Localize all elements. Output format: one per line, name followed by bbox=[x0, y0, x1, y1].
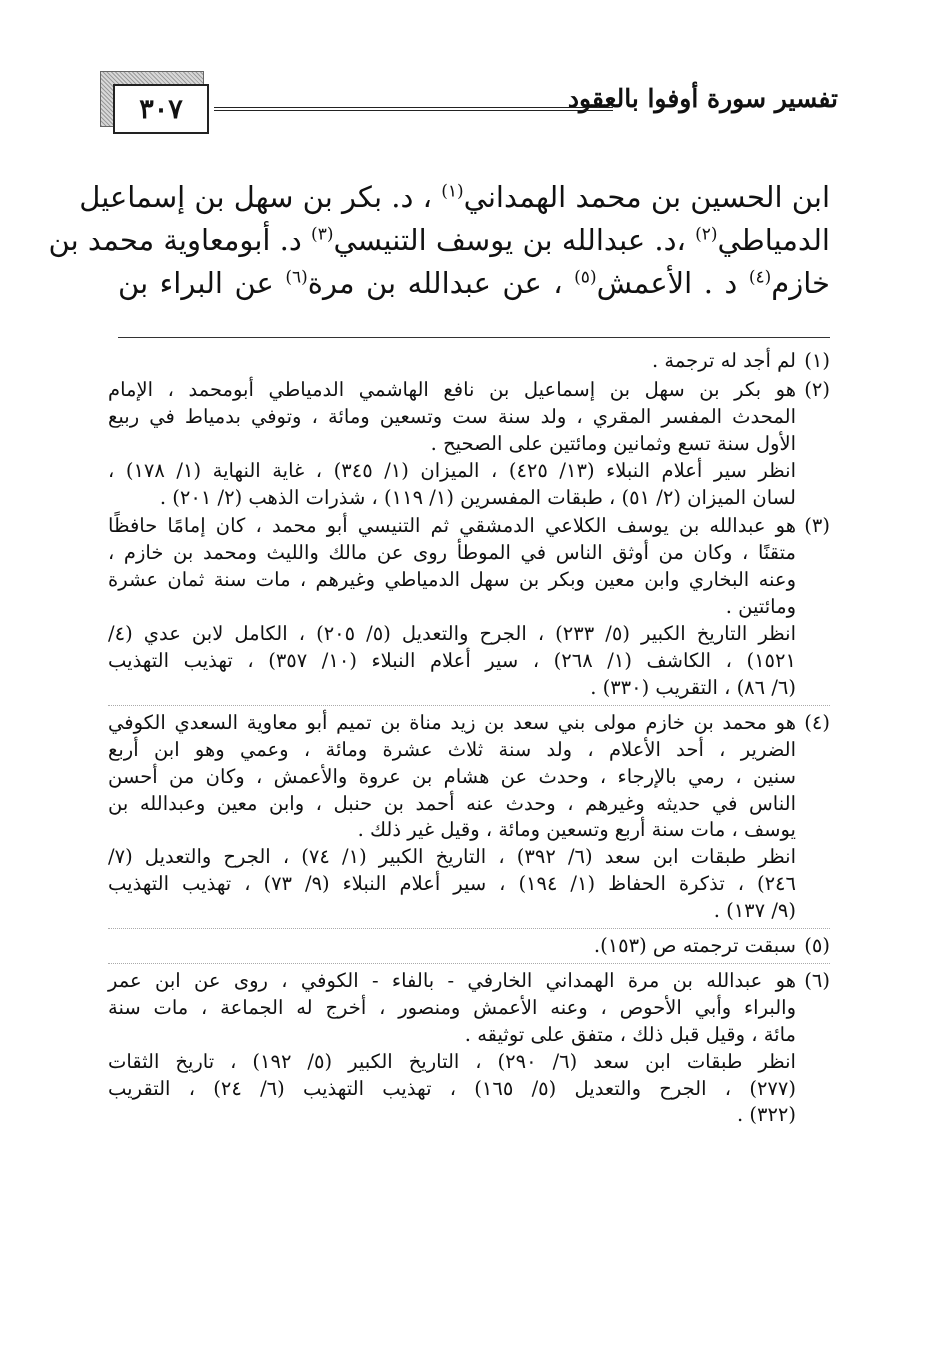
footnote-line: الناس في حديثه وغيرهم ، وحدث عنه أحمد بن حنبل ، وابن معين وعبدالله بن bbox=[108, 791, 796, 815]
main-text-line bbox=[48, 219, 830, 262]
main-text-segment: د. أبومعاوية محمد بن bbox=[48, 223, 312, 257]
footnote-line: انظر طبقات ابن سعد (٦/ ٢٩٠) ، التاريخ الكبير (٥/ ١٩٢) ، تاريخ الثقات bbox=[108, 1049, 796, 1073]
header-rule bbox=[214, 107, 613, 111]
footnote-line: هو عبدالله بن مرة الهمداني الخارفي - بالفاء - الكوفي ، روى عن ابن عمر bbox=[108, 968, 796, 992]
footnote-number: (١) bbox=[804, 349, 830, 372]
footnote-reference[interactable]: (٦) bbox=[285, 267, 308, 288]
footnote-line: والبراء وأبي الأحوص ، وعنه الأعمش ومنصور ، أخرج له الجماعة ، مات سنة bbox=[108, 995, 796, 1019]
footnote-divider bbox=[108, 963, 830, 964]
footnote-line: المحدث المفسر المقري ، ولد سنة ست وتسعين ومائة ، وتوفي بدمياط في ربيع bbox=[108, 404, 796, 428]
footnote-number: (٣) bbox=[804, 514, 830, 538]
main-text-line bbox=[79, 176, 830, 219]
footnote-line: سنين ، رمي بالإرجاء ، وحدث عن هشام بن عروة والأعمش ، وكان من أحسن bbox=[108, 764, 796, 788]
running-header-title: تفسير سورة أوفوا بالعقود bbox=[567, 84, 838, 113]
footnote-line: متقنًا ، وكان من أوثق الناس في الموطأ روى عن مالك والليث ومحمد بن خازم ، bbox=[108, 541, 796, 565]
page-number: ٣٠٧ bbox=[139, 93, 183, 125]
footnote bbox=[108, 377, 830, 512]
footnote-line: سبقت ترجمته ص (١٥٣). bbox=[593, 934, 796, 958]
footnote-number: (٢) bbox=[804, 377, 830, 401]
main-text-segment: عن البراء بن bbox=[118, 266, 286, 300]
footnote-line: ١٥٢١) ، الكاشف (١/ ٢٦٨) ، سير أعلام النبلاء (١٠/ ٣٥٧) ، تهذيب التهذيب bbox=[108, 648, 796, 672]
footnote-line: هو بكر بن سهل بن إسماعيل بن نافع الهاشمي الدمياطي أبومحمد ، الإمام bbox=[108, 377, 796, 401]
main-text-segment: ،د. عبدالله بن يوسف التنيسي bbox=[333, 223, 696, 257]
footnote-line: الضرير ، أحد الأعلام ، ولد سنة ثلاث عشرة ومائة ، وعمي وهو ابن أربع bbox=[108, 737, 796, 761]
footnote-line: ٢٤٦) ، تذكرة الحفاظ (١/ ١٩٤) ، سير أعلام النبلاء (٩/ ٧٣) ، تهذيب التهذيب bbox=[108, 872, 796, 896]
footnote-line: مائة ، وقيل قبل ذلك ، متفق على توثيقه . bbox=[464, 1022, 796, 1046]
main-text-segment: خازم bbox=[771, 266, 830, 300]
footnote bbox=[108, 513, 830, 701]
footnote-number: (٥) bbox=[804, 934, 830, 958]
footnote-line: (٩/ ١٣٧) . bbox=[713, 899, 796, 923]
footnote-reference[interactable]: (٤) bbox=[748, 267, 772, 288]
main-text-line bbox=[118, 262, 830, 305]
footnote-line: ومائتين . bbox=[725, 595, 796, 619]
main-text-segment: د . الأعمش bbox=[596, 266, 749, 300]
footnote-line: يوسف ، مات سنة أربع وتسعين ومائة ، وقيل غير ذلك . bbox=[357, 818, 796, 842]
footnotes bbox=[108, 348, 830, 1131]
footnote-reference[interactable]: (٢) bbox=[695, 224, 718, 245]
footnote-line: الأول سنة تسع وثمانين ومائتين على الصحيح . bbox=[430, 431, 796, 455]
footnote-reference[interactable]: (٥) bbox=[574, 267, 597, 288]
page-number-box bbox=[113, 84, 209, 134]
footnote-reference[interactable]: (٣) bbox=[311, 224, 334, 245]
main-text bbox=[48, 176, 830, 305]
footnote bbox=[108, 968, 830, 1129]
footnote bbox=[108, 933, 830, 960]
footnote-divider bbox=[108, 928, 830, 929]
main-text-segment: ابن الحسين بن محمد الهمداني bbox=[463, 180, 830, 214]
footnote-line: (٦/ ٨٦) ، التقريب (٣٣٠) . bbox=[590, 675, 796, 699]
footnote-line: وعنه البخاري وابن معين وبكر بن سهل الدمياطي وغيرهم ، مات سنة ثمان عشرة bbox=[108, 568, 796, 592]
footnote bbox=[108, 710, 830, 925]
footnote-line: (٢٧٧) ، الجرح والتعديل (٥/ ١٦٥) ، تهذيب التهذيب (٦/ ٢٤) ، التقريب bbox=[108, 1076, 796, 1100]
main-text-segment: ، د. بكر بن سهل بن إسماعيل bbox=[79, 180, 442, 214]
footnote-line: (٣٢٢) . bbox=[736, 1103, 796, 1127]
main-text-segment: الدمياطي bbox=[717, 223, 830, 257]
footnote-number: (٤) bbox=[804, 710, 830, 734]
footnote-line: لم أجد له ترجمة . bbox=[652, 349, 796, 372]
footnote-line: انظر طبقات ابن سعد (٦/ ٣٩٢) ، التاريخ الكبير (١/ ٧٤) ، الجرح والتعديل (٧/ bbox=[108, 845, 796, 869]
footnote-line: انظر سير أعلام النبلاء (١٣/ ٤٢٥) ، الميزان (١/ ٣٤٥) ، غاية النهاية (١/ ١٧٨) ، bbox=[108, 458, 796, 482]
footnote-divider bbox=[108, 705, 830, 706]
main-text-segment: ، عن عبدالله بن مرة bbox=[307, 266, 575, 300]
footnote-line: لسان الميزان (٢/ ٥١) ، طبقات المفسرين (١/ ١١٩) ، شذرات الذهب (٢/ ٢٠١) . bbox=[159, 485, 796, 509]
footnote-line: هو محمد بن خازم مولى بني سعد بن زيد مناة بن تميم أبو معاوية السعدي الكوفي bbox=[108, 710, 796, 734]
footnote-line: هو عبدالله بن يوسف الكلاعي الدمشقي ثم التنيسي أبو محمد ، كان إمامًا حافظًا bbox=[108, 514, 796, 538]
footnote-separator bbox=[118, 337, 830, 338]
footnote bbox=[108, 348, 830, 375]
footnote-reference[interactable]: (١) bbox=[441, 181, 464, 202]
footnote-number: (٦) bbox=[804, 968, 830, 992]
footnote-line: انظر التاريخ الكبير (٥/ ٢٣٣) ، الجرح والتعديل (٥/ ٢٠٥) ، الكامل لابن عدي (٤/ bbox=[108, 622, 796, 646]
